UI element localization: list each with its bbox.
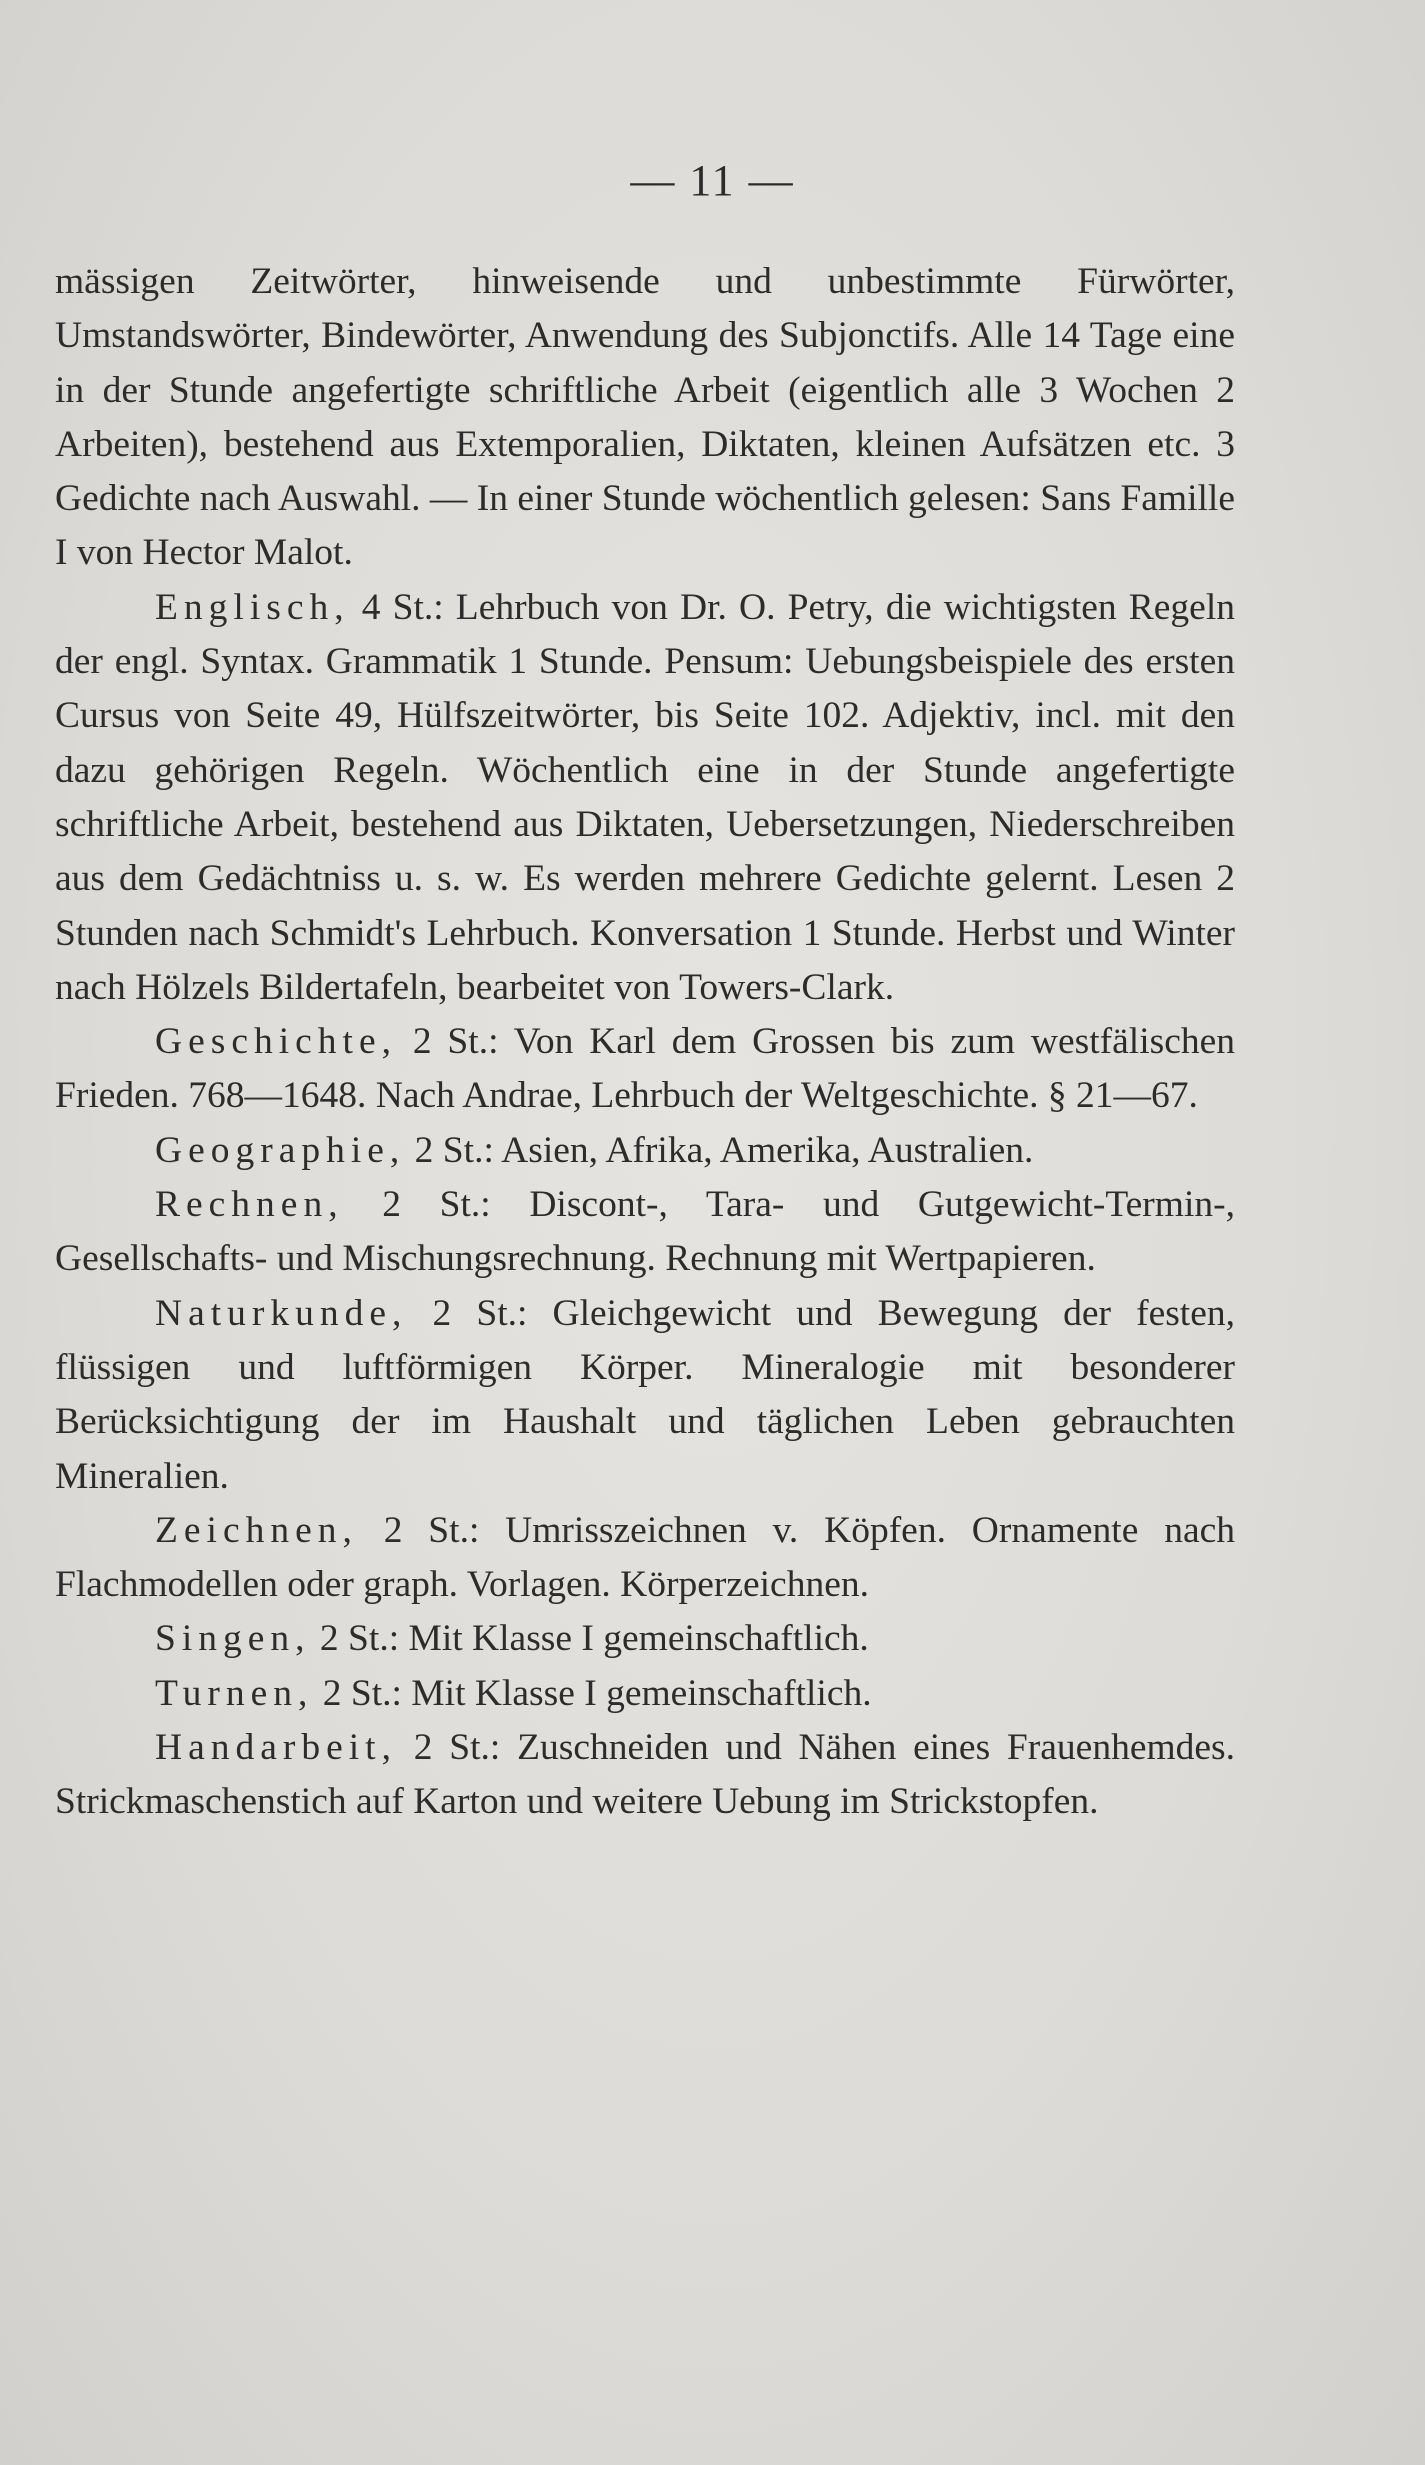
subject-heading: Englisch, [155,586,350,628]
paragraph-body: 2 St.: Mit Klasse I gemeinschaftlich. [310,1618,869,1660]
paragraph-englisch [55,581,1235,1015]
paragraph-body: 2 St.: Asien, Afrika, Amerika, Australien. [405,1129,1034,1171]
paragraph-zeichnen [55,1504,1235,1613]
paragraph-body: 2 St.: Umrisszeichnen v. Köpfen. Ornamente nach Flachmodellen oder graph. Vorlagen. Körperzeichnen. [55,1509,1235,1606]
paragraph-body: 2 St.: Von Karl dem Grossen bis zum westfälischen Frieden. 768—1648. Nach Andrae, Lehrbuch der Weltgeschichte. § 21—67. [55,1021,1235,1117]
paragraph-body: 2 St.: Gleichgewicht und Bewegung der festen, flüssigen und luftförmigen Körper. Mineralogie mit besonderer Berücksichtigung der im Haushalt und täglichen Leben gebrauchten Mineralien. [55,1292,1235,1497]
paragraph-body: 2 St.: Mit Klasse I gemeinschaftlich. [313,1672,872,1714]
paragraph-naturkunde [55,1287,1235,1504]
subject-heading: Turnen, [155,1672,314,1714]
subject-heading: Naturkunde, [155,1292,408,1334]
paragraph-singen [55,1612,1235,1666]
subject-heading: Singen, [155,1618,311,1660]
subject-heading: Geographie, [155,1129,406,1171]
paragraph-handarbeit [55,1721,1235,1830]
paragraph-french-continued [55,255,1235,581]
subject-heading: Handarbeit, [155,1727,397,1769]
subject-heading: Geschichte, [155,1021,397,1063]
paragraph-geographie [55,1124,1235,1178]
subject-heading: Rechnen, [155,1184,344,1226]
paragraph-turnen [55,1667,1235,1721]
paragraph-body: 2 St.: Discont-, Tara- und Gutgewicht-Termin-, Gesellschafts- und Mischungsrechnung. Rechnung mit Wertpapieren. [55,1184,1235,1280]
page-number: — 11 — [630,156,795,205]
paragraph-body: mässigen Zeitwörter, hinweisende und unbestimmte Fürwörter, Umstandswörter, Bindewörter, Anwendung des Subjonctifs. Alle 14 Tage eine in der Stunde angefertigte schriftliche Arbeit (eigentlich alle 3 Wochen 2 Arbeiten), bestehend aus Extemporalien, Diktaten, kleinen Aufsätzen etc. 3 Gedichte nach Auswahl. — In einer Stunde wöchentlich gelesen: Sans Famille I von Hector Malot. [55,261,1235,574]
body-text [55,255,1235,1830]
subject-heading: Zeichnen, [155,1509,358,1551]
paragraph-geschichte [55,1015,1235,1124]
paragraph-rechnen [55,1178,1235,1287]
paragraph-body: 4 St.: Lehrbuch von Dr. O. Petry, die wichtigsten Regeln der engl. Syntax. Grammatik 1 Stunde. Pensum: Uebungsbeispiele des ersten Cursus von Seite 49, Hülfszeitwörter, bis Seite 102. Adjektiv, incl. mit den dazu gehörigen Regeln. Wöchentlich eine in der Stunde angefertigte schriftliche Arbeit, bestehend aus Diktaten, Uebersetzungen, Niederschreiben aus dem Gedächtniss u. s. w. Es werden mehrere Gedichte gelernt. Lesen 2 Stunden nach Schmidt's Lehrbuch. Konversation 1 Stunde. Herbst und Winter nach Hölzels Bildertafeln, bearbeitet von Towers-Clark. [55,586,1235,1008]
paragraph-body: 2 St.: Zuschneiden und Nähen eines Frauenhemdes. Strickmaschenstich auf Karton und weitere Uebung im Strickstopfen. [55,1727,1235,1823]
